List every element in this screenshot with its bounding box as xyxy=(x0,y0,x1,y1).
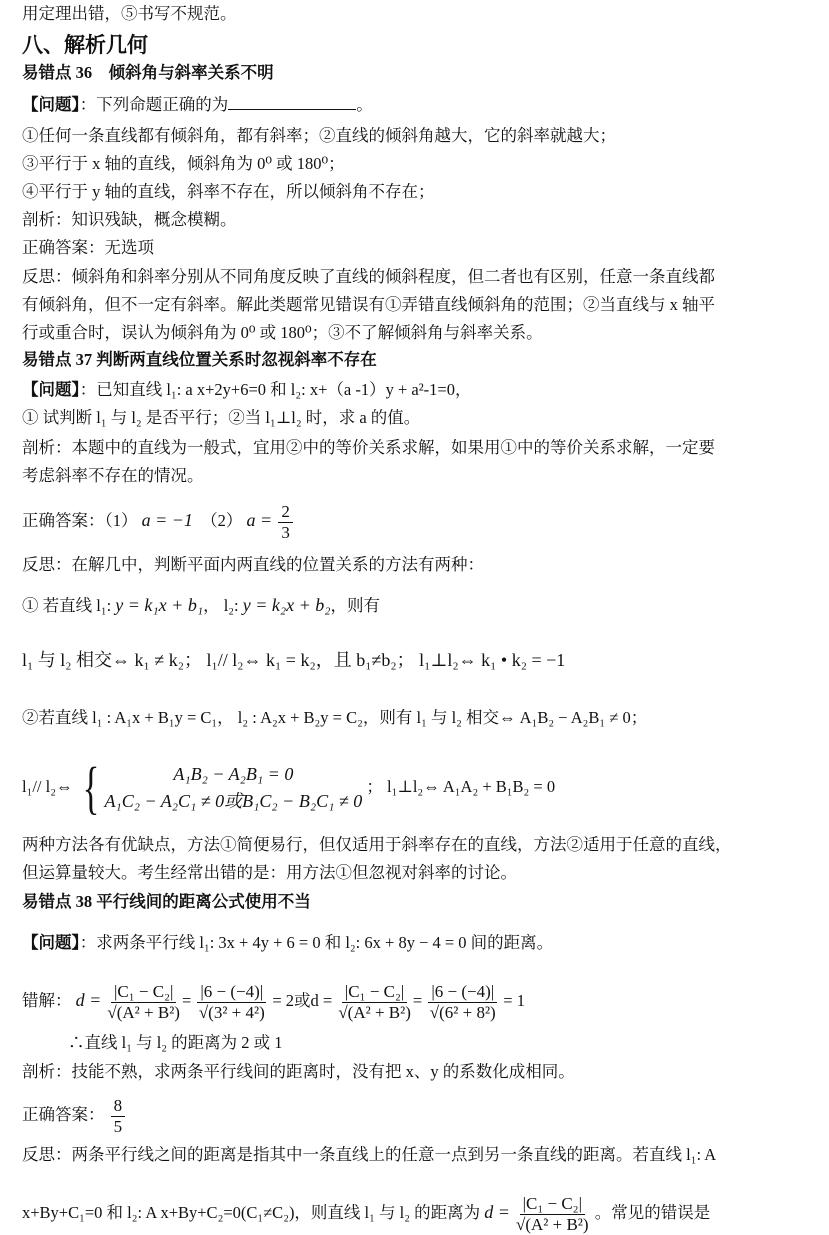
summary: 但运算量较大。考生经常出错的是：用方法①但忽视对斜率的讨论。 xyxy=(22,863,517,882)
end-text: = 1 xyxy=(503,991,525,1010)
answer-2-lhs: a = xyxy=(246,510,273,530)
equation-system xyxy=(77,755,363,821)
method-1-end: ，则有 xyxy=(330,596,381,615)
method-1 xyxy=(22,594,380,617)
answer-fraction xyxy=(111,1096,126,1137)
parallel-lhs: l₁// l₂⇔ xyxy=(22,777,73,796)
answer-label: 正确答案： xyxy=(22,1105,105,1124)
reflection: 行或重合时，误认为倾斜角为 0⁰ 或 180⁰；③不了解倾斜角与斜率关系。 xyxy=(22,323,543,342)
correct-answer xyxy=(22,498,295,543)
denominator: √(A² + B²) xyxy=(516,1214,589,1234)
analysis: 剖析：本题中的直线为一般式，宜用②中的等价关系求解，如果用①中的等价关系求解，一定要 xyxy=(22,438,715,457)
correct-answer xyxy=(22,1093,127,1137)
mid-text: = 2或d = xyxy=(272,991,333,1010)
method-2: ②若直线 l₁ : A₁x + B₁y = C₁， l₂ : A₂x + B₂y = C₂，则有 l₁ 与 l₂ 相交⇔ A₁B₂ − A₂B₁ ≠ 0； xyxy=(22,708,648,727)
numerator: 2 xyxy=(278,502,293,523)
fraction xyxy=(338,982,411,1023)
option-3: ③平行于 x 轴的直线，倾斜角为 0⁰ 或 180⁰； xyxy=(22,154,345,173)
fraction xyxy=(197,982,266,1023)
point-37-title: 易错点 37 判断两直线位置关系时忽视斜率不存在 xyxy=(22,350,377,369)
numerator: |C₁ − C₂| xyxy=(520,1194,585,1215)
system-eq-2: A₁C₂ − A₂C₁ ≠ 0或B₁C₂ − B₂C₁ ≠ 0 xyxy=(104,791,363,812)
reflection-end: 。常见的错误是 xyxy=(594,1203,711,1222)
reflection xyxy=(22,1190,710,1235)
d-lhs: d = xyxy=(484,1202,510,1222)
reflection: 反思：倾斜角和斜率分别从不同角度反映了直线的倾斜程度，但二者也有区别，任意一条直线都 xyxy=(22,267,715,286)
denominator: √(A² + B²) xyxy=(107,1002,180,1022)
question-end: 。 xyxy=(356,95,373,114)
brace-icon: { xyxy=(82,755,99,821)
denominator: √(3² + 4²) xyxy=(198,1002,265,1022)
parallel-condition xyxy=(22,755,555,819)
question-label: 【问题】 xyxy=(22,933,80,952)
correct-answer: 正确答案：无选项 xyxy=(22,238,154,257)
answer-1: a = −1 xyxy=(141,510,193,530)
reflection: 反思：两条平行线之间的距离是指其中一条直线上的任意一点到另一条直线的距离。若直线 l₁: A xyxy=(22,1145,717,1164)
reflection-text: x+By+C₁=0 和 l₂: A x+By+C₂=0(C₁≠C₂)，则直线 l₁ 与 l₂ 的距离为 xyxy=(22,1203,481,1222)
wrong-solution: 错解： d = $\frac{\text{|C₁ − C₂|}}{\text{√(A² + B²)}}$ = $\frac{|6 - (-4)|}{\text{√(3² + 4²)}}$ = 2或d = $\frac{\text{|C₁ − C₂|}}{\text{√(A² + B²)}}$ = $\frac{|6 - (-4)|}{\text{√(6² + 8²)}}$ = 1 xyxy=(22,981,525,1022)
denominator: 3 xyxy=(281,522,290,542)
equation: y = k₁x + b₁ xyxy=(115,595,204,615)
fraction xyxy=(107,982,180,1023)
numerator: 8 xyxy=(111,1096,126,1117)
analysis: 剖析：知识残缺，概念模糊。 xyxy=(22,210,237,229)
point-38-title: 易错点 38 平行线间的距离公式使用不当 xyxy=(22,892,311,911)
point-36-question xyxy=(22,93,373,116)
point-37-question xyxy=(22,379,471,401)
numerator: |6 − (−4)| xyxy=(197,982,266,1003)
text-line: 用定理出错，⑤书写不规范。 xyxy=(22,4,237,23)
analysis: 考虑斜率不存在的情况。 xyxy=(22,466,204,485)
section-heading: 八、解析几何 xyxy=(22,33,148,57)
reflection: 有倾斜角，但不一定有斜率。解此类题常见错误有①弄错直线倾斜角的范围；②当直线与 x 轴平 xyxy=(22,295,715,314)
fraction xyxy=(428,982,497,1023)
wrong-label: 错解： xyxy=(22,991,72,1010)
options-1-2: ①任何一条直线都有倾斜角，都有斜率；②直线的倾斜角越大，它的斜率就越大； xyxy=(22,126,616,145)
summary: 两种方法各有优缺点，方法①简便易行，但仅适用于斜率存在的直线，方法②适用于任意的直线， xyxy=(22,835,732,854)
separator: ， l₂: xyxy=(203,596,239,615)
denominator: √(A² + B²) xyxy=(338,1002,411,1022)
question-label: 【问题】 xyxy=(22,380,80,399)
perpendicular-condition: ； l₁⊥l₂⇔ A₁A₂ + B₁B₂ = 0 xyxy=(366,777,556,796)
question-text: ：已知直线 l₁: a x+2y+6=0 和 l₂: x+（a -1）y + a²-1=0， xyxy=(79,380,472,399)
numerator: |C₁ − C₂| xyxy=(342,982,407,1003)
answer-label: 正确答案：（1） xyxy=(22,511,138,530)
question-subparts: ① 试判断 l₁ 与 l₂ 是否平行；②当 l₁⊥l₂ 时，求 a 的值。 xyxy=(22,408,421,427)
numerator: |6 − (−4)| xyxy=(428,982,497,1003)
question-text: ：求两条平行线 l₁: 3x + 4y + 6 = 0 和 l₂: 6x + 8y − 4 = 0 间的距离。 xyxy=(79,933,554,952)
point-38-question xyxy=(22,932,553,954)
therefore-line: ∴直线 l₁ 与 l₂ 的距离为 2 或 1 xyxy=(68,1033,283,1052)
numerator: |C₁ − C₂| xyxy=(111,982,176,1003)
denominator: 5 xyxy=(113,1116,123,1136)
answer-blank xyxy=(228,93,356,110)
point-36-title: 易错点 36 倾斜角与斜率关系不明 xyxy=(22,63,274,82)
distance-formula xyxy=(516,1194,589,1235)
answer-2-label: （2） xyxy=(201,511,243,530)
method-1-relations: l₁ 与 l₂ 相交⇔ k₁ ≠ k₂； l₁// l₂⇔ k₁ = k₂，且 b₁≠b₂； l₁⊥l₂⇔ k₁ • k₂ = −1 xyxy=(22,650,566,670)
denominator: √(6² + 8²) xyxy=(429,1002,496,1022)
equation: y = k₂x + b₂ xyxy=(242,595,331,615)
option-4: ④平行于 y 轴的直线，斜率不存在，所以倾斜角不存在； xyxy=(22,182,435,201)
answer-2-fraction xyxy=(278,502,293,543)
d-lhs: d = xyxy=(75,990,102,1010)
method-1-text: ① 若直线 l₁: xyxy=(22,596,112,615)
question-text: ：下列命题正确的为 xyxy=(79,95,229,114)
reflection: 反思：在解几中，判断平面内两直线的位置关系的方法有两种： xyxy=(22,555,484,574)
analysis: 剖析：技能不熟，求两条平行线间的距离时，没有把 x、y 的系数化成相同。 xyxy=(22,1062,575,1081)
question-label: 【问题】 xyxy=(22,95,80,114)
system-eq-1: A₁B₂ − A₂B₁ = 0 xyxy=(173,764,294,785)
